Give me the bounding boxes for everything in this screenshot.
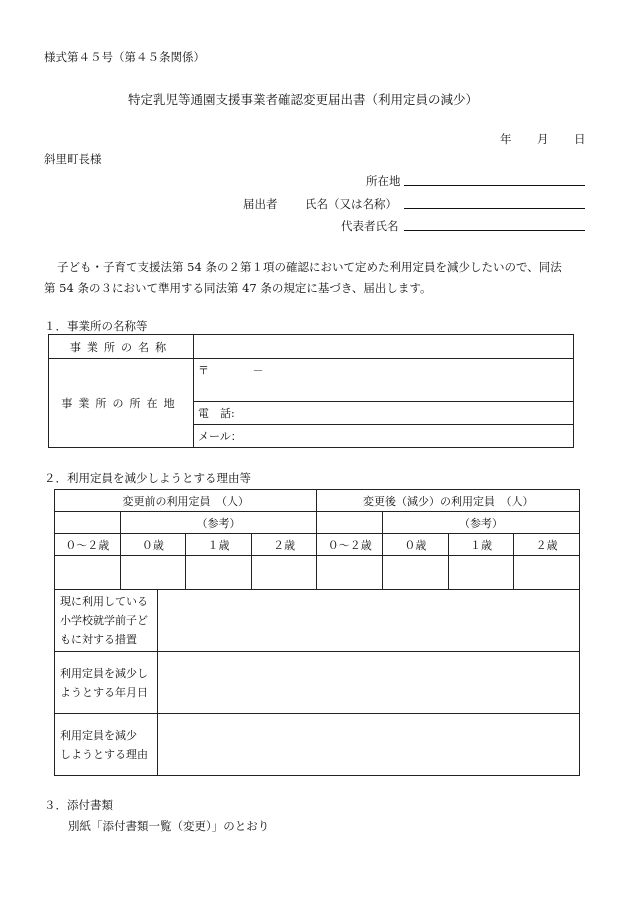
measures-label-line3: もに対する措置 [60, 633, 137, 646]
value-after-0-2[interactable] [317, 556, 383, 590]
value-after-age0[interactable] [383, 556, 449, 590]
attachments-text: 別紙「添付書類一覧（変更）」のとおり [68, 819, 270, 833]
measures-label-line1: 現に利用している [60, 595, 148, 608]
body-text-line2: 第 54 条の３において準用する同法第 47 条の規定に基づき、届出します。 [44, 281, 432, 295]
after-blank-cell [317, 512, 383, 534]
applicant-name-line[interactable] [404, 208, 585, 209]
value-after-age1[interactable] [448, 556, 514, 590]
col-header-before-age2: ２歳 [251, 534, 317, 556]
applicant-label: 届出者 [243, 197, 278, 211]
value-after-age2[interactable] [514, 556, 580, 590]
facility-address-label: 事業所の所在地 [49, 359, 194, 448]
applicant-address-label: 所在地 [366, 174, 401, 188]
reason-cell[interactable] [158, 714, 580, 776]
facility-email-cell[interactable]: メール： [194, 425, 574, 448]
applicant-name-label: 氏名（又は名称） [305, 197, 397, 211]
facility-name-label: 事業所の名称 [49, 335, 194, 359]
date-reduce-cell[interactable] [158, 652, 580, 714]
value-before-age2[interactable] [251, 556, 317, 590]
date-reduce-label [55, 652, 158, 714]
postal-mark: 〒 [198, 364, 209, 377]
facility-table [48, 334, 574, 448]
value-before-age0[interactable] [120, 556, 186, 590]
date-reduce-label-line2: ようとする年月日 [60, 685, 148, 699]
before-capacity-header: 変更前の利用定員 （人） [55, 490, 317, 512]
capacity-table [54, 489, 580, 776]
after-capacity-header: 変更後（減少）の利用定員 （人） [317, 490, 580, 512]
col-header-before-age1: １歳 [186, 534, 252, 556]
reason-label [55, 714, 158, 776]
after-reference-label: （参考） [383, 512, 580, 534]
facility-name-cell[interactable] [194, 335, 574, 359]
applicant-rep-line[interactable] [404, 230, 585, 231]
date-month: 月 [537, 132, 549, 146]
col-header-after-age2: ２歳 [514, 534, 580, 556]
reason-label-line2: しようとする理由 [60, 747, 148, 761]
measures-label [55, 590, 158, 652]
date-reduce-label-line1: 利用定員を減少し [60, 666, 148, 680]
facility-phone-cell[interactable]: 電 話: [194, 402, 574, 425]
document-title: 特定乳児等通園支援事業者確認変更届出書（利用定員の減少） [128, 92, 479, 107]
applicant-address-line[interactable] [404, 185, 585, 186]
value-before-age1[interactable] [186, 556, 252, 590]
body-text-line1: 子ども・子育て支援法第 54 条の２第１項の確認において定めた利用定員を減少したいので、同法 [57, 260, 562, 274]
col-header-after-0-2: ０～２歳 [317, 534, 383, 556]
section2-heading: ２．利用定員を減少しようとする理由等 [44, 471, 251, 485]
col-header-before-0-2: ０～２歳 [55, 534, 121, 556]
section1-heading: １．事業所の名称等 [44, 319, 148, 333]
date-day: 日 [574, 132, 586, 146]
col-header-after-age1: １歳 [448, 534, 514, 556]
before-blank-cell [55, 512, 121, 534]
measures-label-line2: 小学校就学前子ど [60, 614, 148, 627]
addressee: 斜里町長様 [44, 152, 102, 166]
date-year: 年 [500, 132, 512, 146]
before-reference-label: （参考） [120, 512, 317, 534]
measures-cell[interactable] [158, 590, 580, 652]
value-before-0-2[interactable] [55, 556, 121, 590]
col-header-after-age0: ０歳 [383, 534, 449, 556]
section3-heading: ３．添付書類 [44, 798, 113, 812]
col-header-before-age0: ０歳 [120, 534, 186, 556]
reason-label-line1: 利用定員を減少 [60, 728, 137, 742]
applicant-rep-label: 代表者氏名 [341, 219, 399, 233]
facility-postal-cell[interactable] [194, 359, 574, 402]
form-number: 様式第４５号（第４５条関係） [44, 50, 205, 64]
postal-dash: － [252, 364, 264, 377]
